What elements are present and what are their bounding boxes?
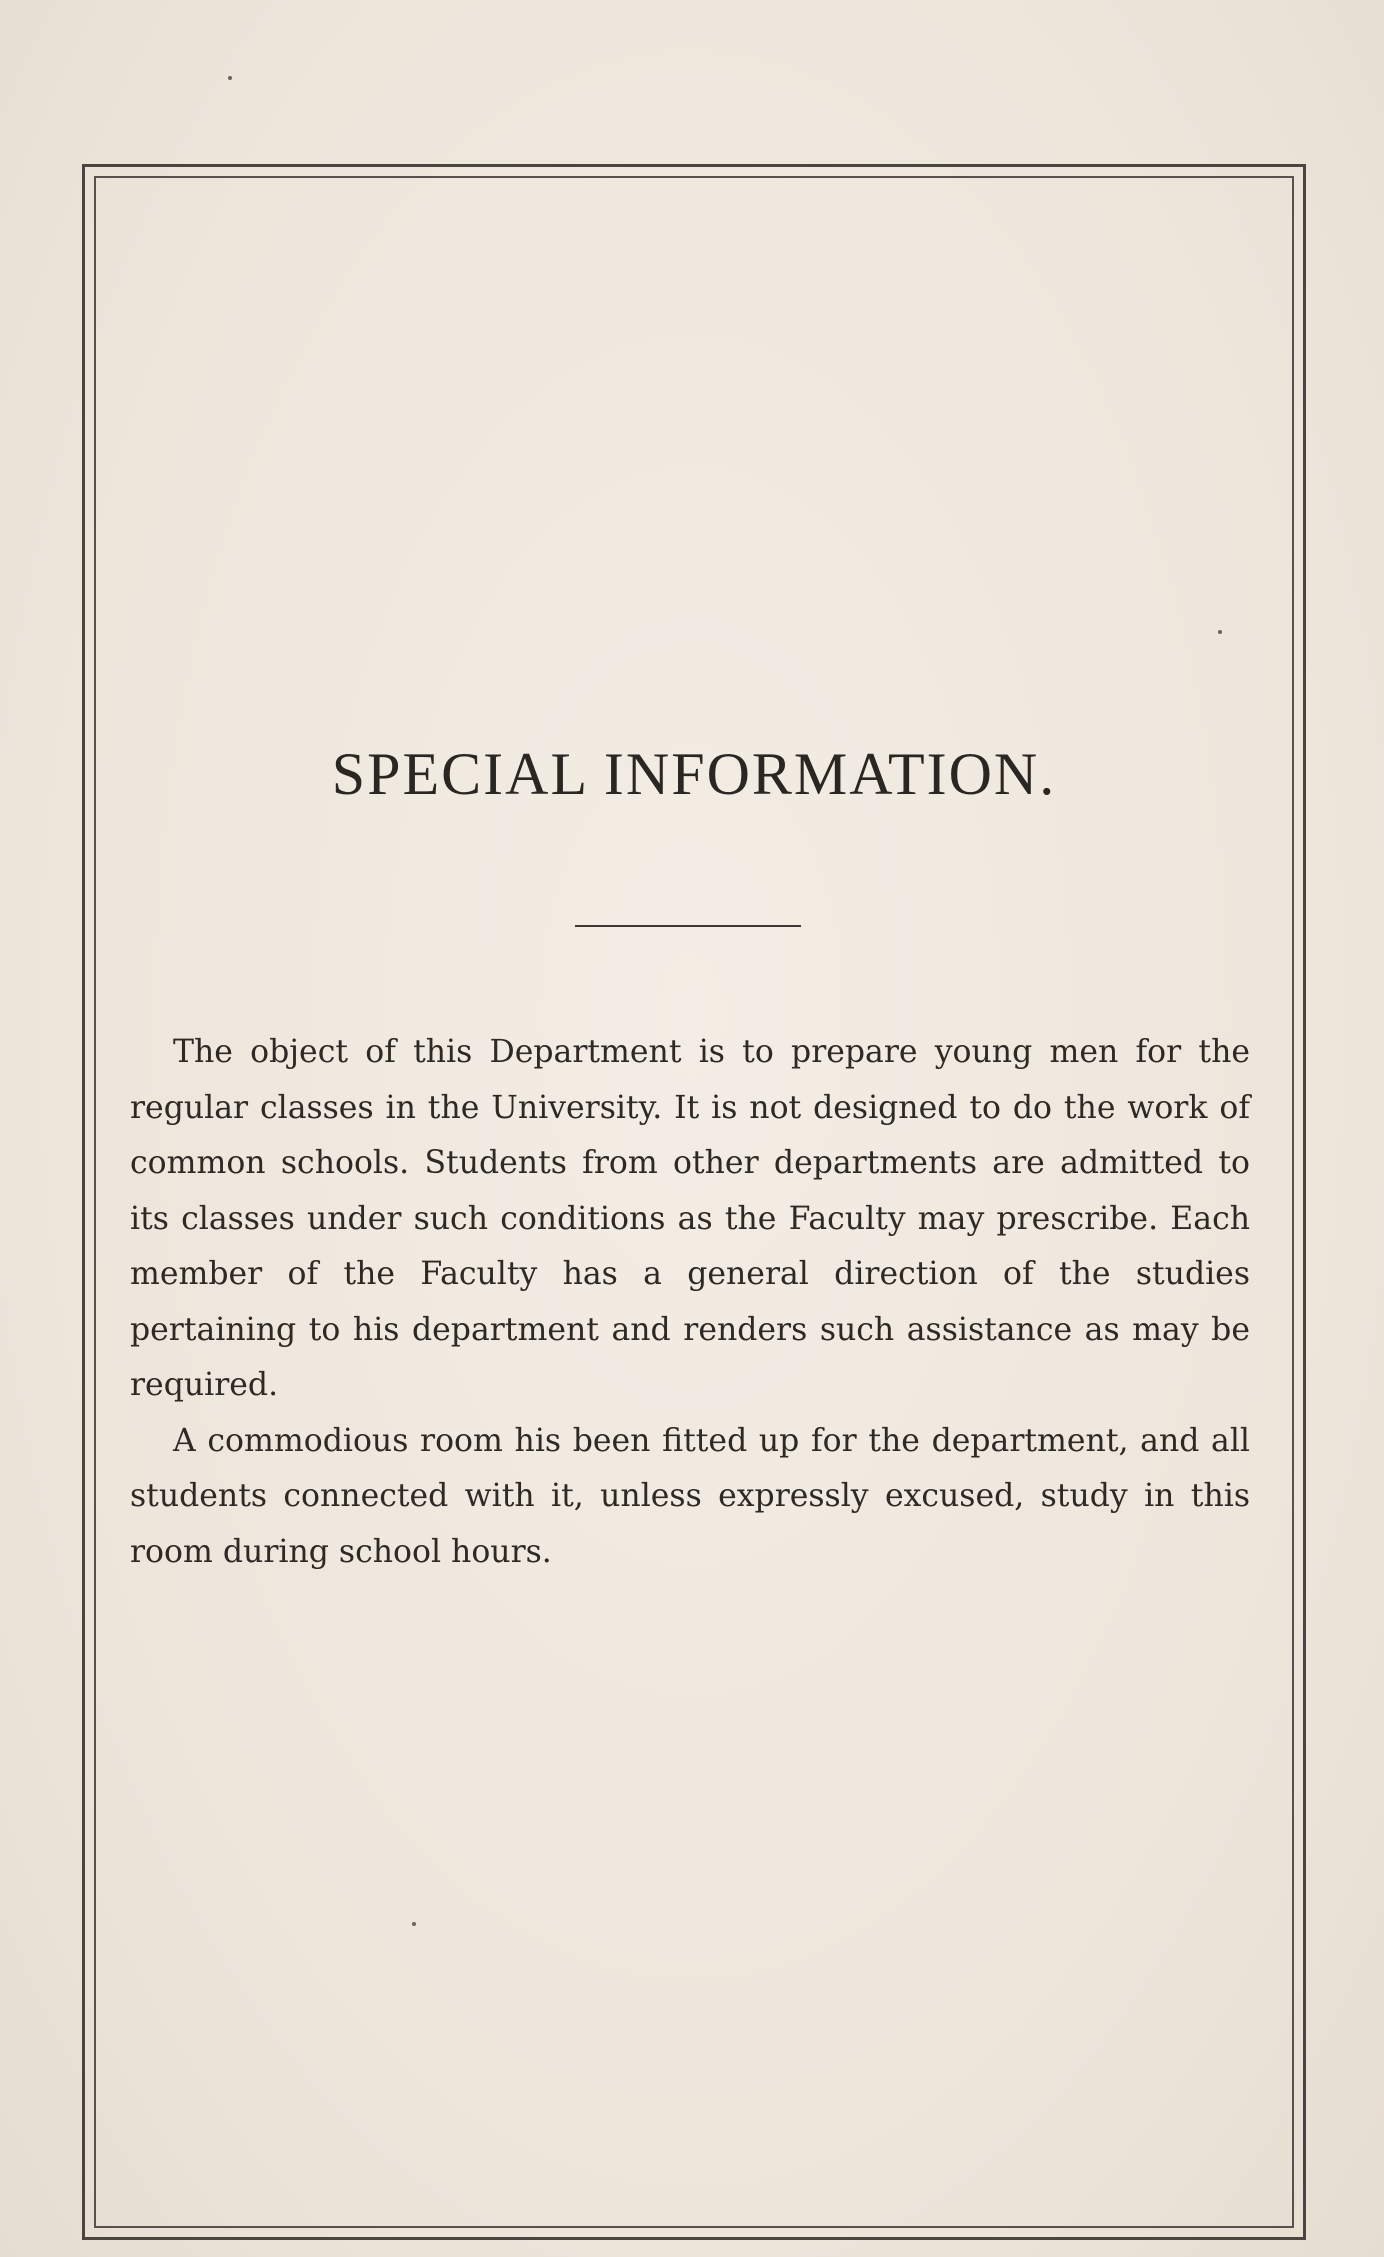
paragraph-2: A commodious room his been fitted up for the department, and all students connected with it, unless expressly excused, study in this room during school hours.: [130, 1422, 1250, 1570]
paragraph-1: The object of this Department is to prepare young men for the regular classes in the University. It is not designed to do the work of common schools. Students from other departments are admitted to its classes under such conditions as the Faculty may prescribe. Each member of the Faculty has a general direction of the studies pertaining to his department and renders such assistance as may be required.: [130, 1034, 1250, 1403]
paper-speck: [228, 76, 232, 80]
page-title: SPECIAL INFORMATION.: [331, 741, 1057, 807]
paper-speck: [1218, 630, 1222, 634]
body-text: [130, 1025, 1250, 1580]
paper-speck: [412, 1922, 416, 1926]
title-divider: [575, 925, 801, 927]
